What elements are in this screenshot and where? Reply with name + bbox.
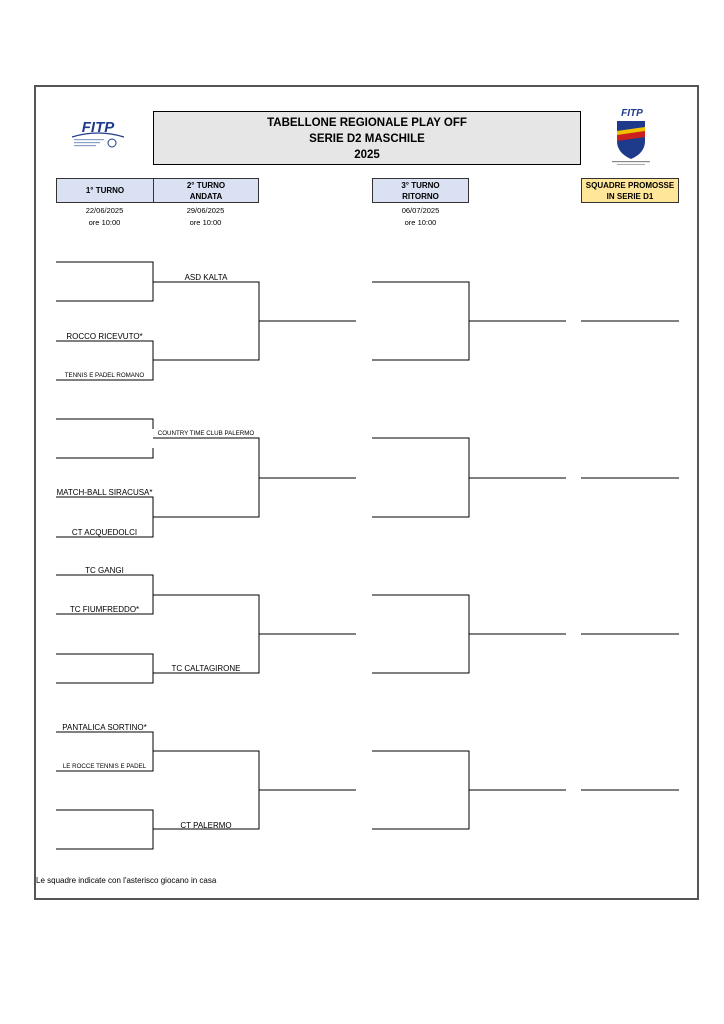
team-tc-fiumfreddo: TC FIUMFREDDO*: [69, 605, 140, 614]
promoted-label: SQUADRE PROMOSSE: [585, 180, 675, 190]
team-le-rocce-tennis-padel: LE ROCCE TENNIS E PADEL: [62, 763, 147, 770]
team-tennis-padel-romano: TENNIS E PADEL ROMANO: [64, 372, 145, 379]
round-3-label: 3° TURNO: [401, 180, 440, 190]
round-1-date: 22/06/2025: [85, 206, 124, 215]
fitp-logo-left-text: FITP: [81, 119, 115, 136]
round-3-time: ore 10:00: [404, 218, 437, 227]
round-2-time: ore 10:00: [189, 218, 222, 227]
team-match-ball-siracusa: MATCH-BALL SIRACUSA*: [56, 488, 153, 497]
team-tc-gangi: TC GANGI: [85, 566, 124, 575]
team-asd-kalta: ASD KALTA: [184, 273, 228, 282]
round-2-sublabel: ANDATA: [189, 191, 223, 201]
team-ct-acquedolci: CT ACQUEDOLCI: [71, 528, 138, 537]
round-1-time: ore 10:00: [88, 218, 121, 227]
round-3-sublabel: RITORNO: [402, 191, 439, 201]
team-country-time-club: COUNTRY TIME CLUB PALERMO: [157, 430, 255, 437]
round-2-date: 29/06/2025: [186, 206, 225, 215]
round-2-label: 2° TURNO: [186, 180, 226, 190]
team-tc-caltagirone: TC CALTAGIRONE: [171, 664, 241, 673]
title-line-2: SERIE D2 MASCHILE: [309, 133, 425, 145]
team-pantalica-sortino: PANTALICA SORTINO*: [62, 723, 147, 732]
team-rocco-ricevuto: ROCCO RICEVUTO*: [66, 332, 143, 341]
promoted-sublabel: IN SERIE D1: [606, 191, 654, 201]
team-ct-palermo: CT PALERMO: [180, 821, 232, 830]
round-1-label: 1° TURNO: [85, 186, 125, 195]
round-3-date: 06/07/2025: [401, 206, 440, 215]
fitp-logo-right-text: FITP: [621, 108, 643, 119]
title-line-3: 2025: [354, 149, 380, 161]
footnote: Le squadre indicate con l'asterisco giocano in casa: [36, 876, 217, 885]
title-line-1: TABELLONE REGIONALE PLAY OFF: [267, 117, 467, 129]
